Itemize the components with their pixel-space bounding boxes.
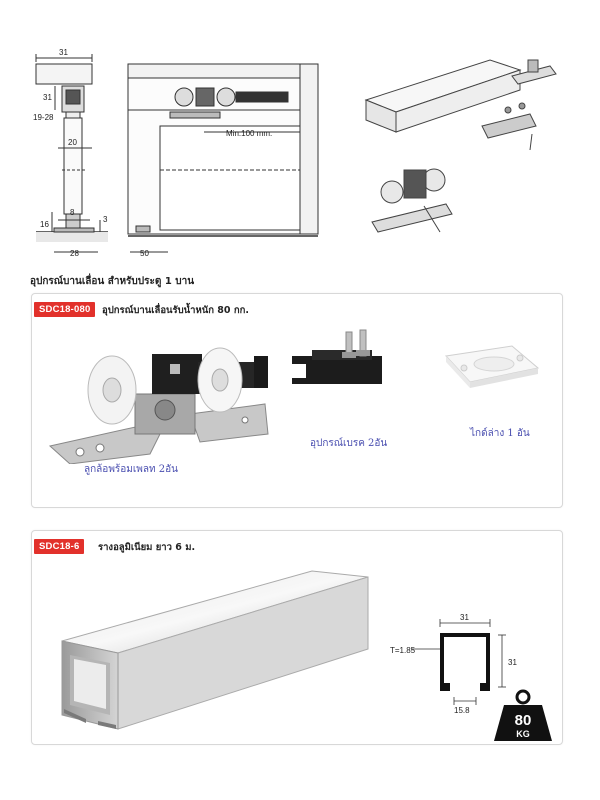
section-title: อุปกรณ์บานเลื่อน สำหรับประตู 1 บาน — [30, 276, 195, 287]
kit-code-badge: SDC18-080 — [34, 302, 95, 317]
elevation-drawing — [128, 64, 318, 252]
weight-badge-icon — [492, 689, 554, 743]
kit-heading: อุปกรณ์บานเลื่อนรับน้ำหนัก 80 กก. — [102, 305, 249, 316]
dim-bottom-offset: 16 — [40, 220, 49, 229]
weight-value: 80 — [514, 712, 532, 729]
profile-height: 31 — [508, 658, 517, 667]
rail-code-badge: SDC18-6 — [34, 539, 84, 554]
aluminium-rail-image — [42, 559, 392, 739]
weight-unit: KG — [516, 729, 530, 739]
brake-image — [282, 328, 392, 398]
profile-opening: 15.8 — [454, 706, 470, 715]
profile-width: 31 — [460, 613, 469, 622]
kit-card — [31, 293, 563, 508]
dim-inner: 20 — [68, 138, 77, 147]
bottom-guide-image — [442, 342, 542, 402]
brake-caption: อุปกรณ์เบรค 2อัน — [310, 438, 388, 449]
rail-card — [31, 530, 563, 745]
dim-floor-gap: 3 — [103, 215, 108, 224]
isometric-exploded-view — [366, 60, 556, 232]
roller-plate-image — [40, 324, 290, 464]
dim-bottom-width: 28 — [70, 249, 79, 258]
dim-min-overlap: Min.100 mm. — [226, 129, 273, 138]
dim-height: 31 — [43, 93, 52, 102]
roller-caption: ลูกล้อพร้อมเพลท 2อัน — [84, 464, 178, 475]
profile-thickness: T=1.85 — [390, 646, 416, 655]
technical-drawing — [0, 0, 600, 270]
dim-gap: 19-28 — [33, 113, 54, 122]
dim-top-width: 31 — [59, 48, 68, 57]
dim-guide: 8 — [70, 208, 75, 217]
guide-caption: ไกด์ล่าง 1 อัน — [470, 428, 530, 439]
rail-heading: รางอลูมิเนียม ยาว 6 ม. — [98, 542, 196, 553]
dim-side-offset: 50 — [140, 249, 149, 258]
